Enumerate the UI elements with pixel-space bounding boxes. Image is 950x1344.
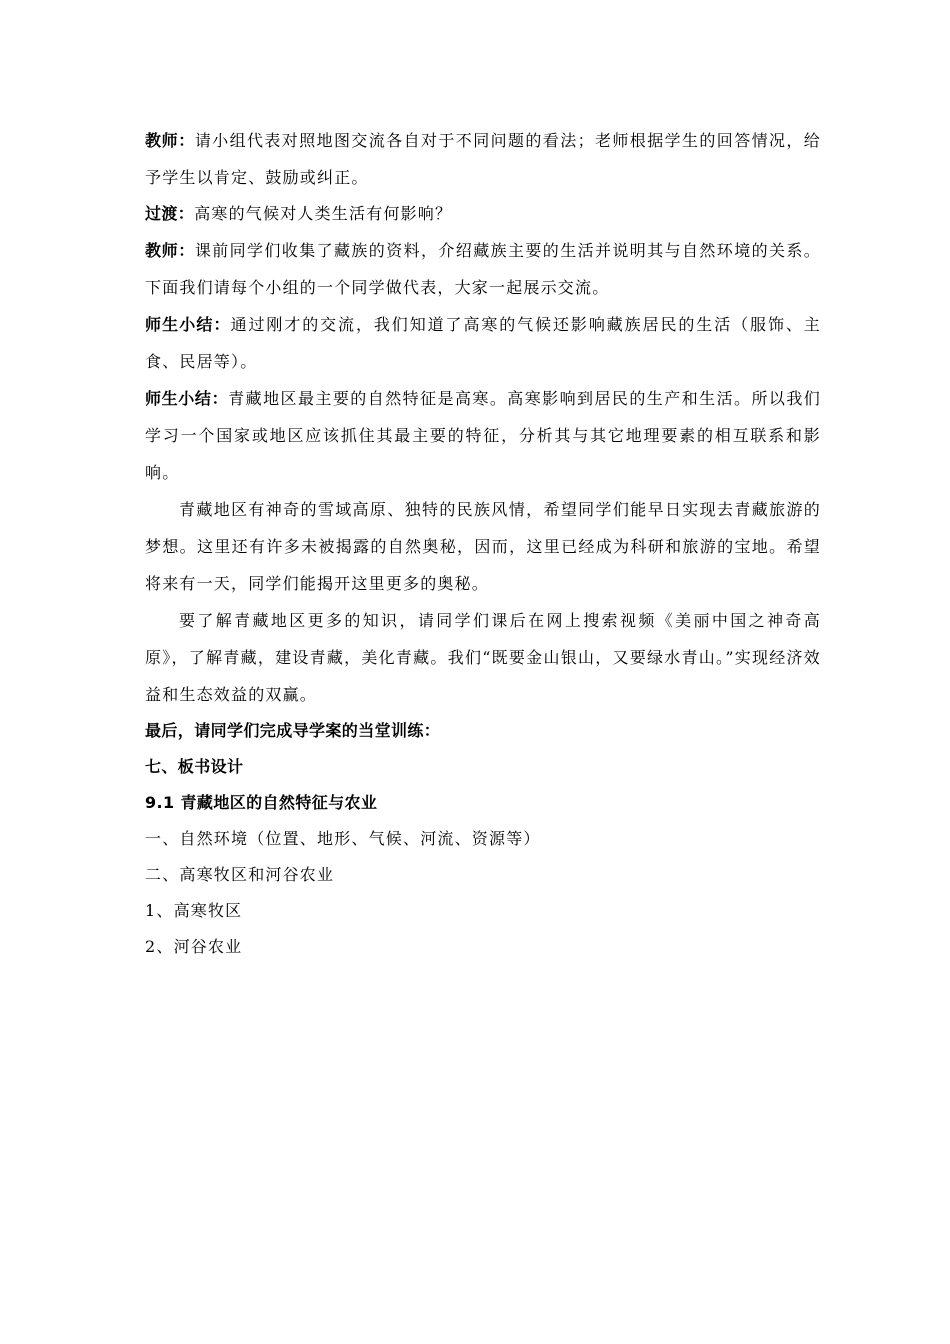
section-heading: 七、板书设计 bbox=[145, 757, 244, 776]
outline-item: 1、高寒牧区 bbox=[145, 901, 243, 920]
document-page bbox=[145, 122, 821, 965]
paragraph-label: 过渡： bbox=[145, 204, 195, 223]
outline-item: 二、高寒牧区和河谷农业 bbox=[145, 865, 335, 884]
outline-item: 2、河谷农业 bbox=[145, 937, 243, 956]
paragraph-label: 师生小结： bbox=[145, 389, 229, 408]
board-title: 9.1 青藏地区的自然特征与农业 bbox=[145, 793, 378, 812]
paragraph-teacher-1 bbox=[145, 122, 821, 196]
paragraph-body-1: 青藏地区有神奇的雪域高原、独特的民族风情，希望同学们能早日实现去青藏旅游的梦想。这里还有许多未被揭露的自然奥秘，因而，这里已经成为科研和旅游的宝地。希望将来有一天，同学们能揭开这里更多的奥秘。 bbox=[145, 500, 821, 593]
paragraph-teacher-2 bbox=[145, 232, 821, 306]
closing-instruction: 最后，请同学们完成导学案的当堂训练： bbox=[145, 721, 441, 740]
paragraph-transition bbox=[145, 196, 821, 232]
paragraph-label: 教师： bbox=[145, 131, 195, 150]
outline-item: 一、自然环境（位置、地形、气候、河流、资源等） bbox=[145, 829, 541, 848]
paragraph-text: 请小组代表对照地图交流各自对于不同问题的看法；老师根据学生的回答情况，给予学生以肯定、鼓励或纠正。 bbox=[145, 131, 822, 187]
paragraph-body-2: 要了解青藏地区更多的知识，请同学们课后在网上搜索视频《美丽中国之神奇高原》，了解青藏，建设青藏，美化青藏。我们“既要金山银山，又要绿水青山。”实现经济效益和生态效益的双赢。 bbox=[145, 611, 821, 704]
paragraph-summary-1 bbox=[145, 306, 821, 380]
paragraph-summary-2 bbox=[145, 380, 821, 491]
paragraph-text: 青藏地区最主要的自然特征是高寒。高寒影响到居民的生产和生活。所以我们学习一个国家或地区应该抓住其最主要的特征，分析其与其它地理要素的相互联系和影响。 bbox=[145, 389, 821, 482]
paragraph-label: 教师： bbox=[145, 241, 195, 260]
paragraph-text: 高寒的气候对人类生活有何影响？ bbox=[194, 204, 453, 223]
paragraph-text: 通过刚才的交流，我们知道了高寒的气候还影响藏族居民的生活（服饰、主食、民居等）。 bbox=[145, 315, 821, 371]
paragraph-label: 师生小结： bbox=[145, 315, 231, 334]
paragraph-text: 课前同学们收集了藏族的资料，介绍藏族主要的生活并说明其与自然环境的关系。下面我们请每个小组的一个同学做代表，大家一起展示交流。 bbox=[145, 241, 822, 297]
